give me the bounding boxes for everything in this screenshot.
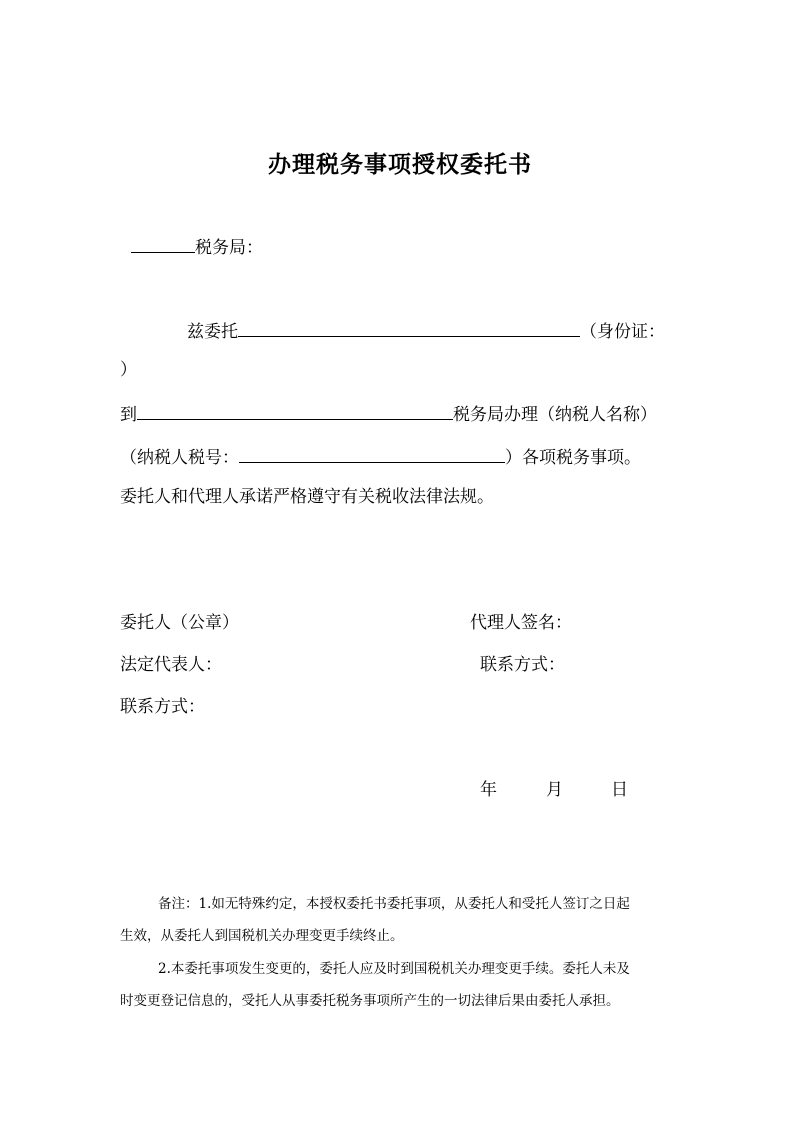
agent-contact-label: 联系方式： (480, 655, 565, 675)
bureau-name-blank (137, 401, 453, 420)
addressee-line (131, 234, 263, 259)
principal-label: 委托人（公章） (120, 613, 239, 633)
principal-contact-label: 联系方式： (120, 697, 205, 717)
date-day: 日 (611, 780, 628, 800)
tax-id-blank (239, 444, 505, 463)
agent-name-blank (238, 318, 580, 337)
para2-suffix: 税务局办理（纳税人名称） (453, 405, 657, 425)
date-year: 年 (480, 780, 497, 800)
document-title: 办理税务事项授权委托书 (268, 151, 532, 178)
note2-line1: 2.本委托事项发生变更的，委托人应及时到国税机关办理变更手续。委托人未及 (158, 961, 630, 977)
note2-line2: 时变更登记信息的，受托人从事委托税务事项所产生的一切法律后果由委托人承担。 (120, 993, 620, 1009)
addressee-suffix: 税务局： (195, 238, 263, 258)
para1-line (187, 318, 665, 343)
para1-prefix: 兹委托 (187, 322, 238, 342)
para3-suffix: ）各项税务事项。 (505, 448, 641, 468)
para3-prefix: （纳税人税号： (120, 448, 239, 468)
para3-line (120, 444, 641, 469)
agent-signature-label: 代理人签名： (470, 613, 572, 633)
para2-line (120, 401, 657, 426)
note1-line2: 生效，从委托人到国税机关办理变更手续终止。 (120, 928, 404, 944)
para2-prefix: 到 (120, 405, 137, 425)
tax-bureau-blank (131, 234, 195, 253)
para4: 委托人和代理人承诺严格遵守有关税收法律法规。 (120, 487, 494, 507)
para1-close: ） (120, 360, 137, 380)
para1-suffix: （身份证： (580, 322, 665, 342)
date-month: 月 (546, 780, 563, 800)
note1-line1: 备注：1.如无特殊约定，本授权委托书委托事项，从委托人和受托人签订之日起 (158, 896, 630, 912)
legal-rep-label: 法定代表人： (120, 655, 222, 675)
